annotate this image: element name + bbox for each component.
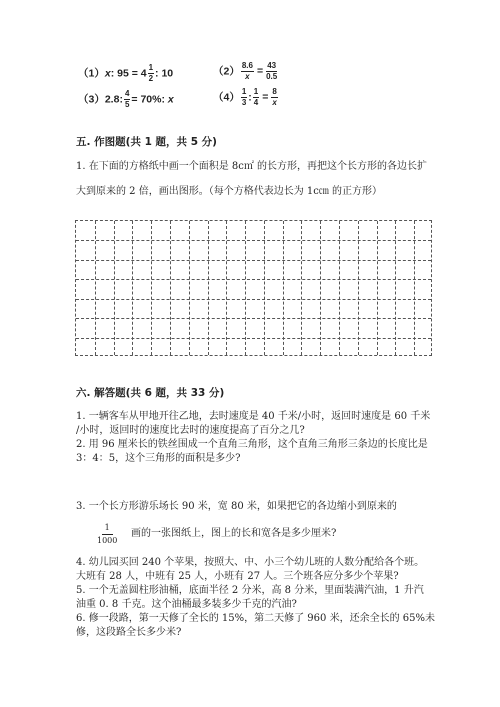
grid-line-horizontal <box>76 318 431 319</box>
equation-text: 2.8: <box>104 93 123 106</box>
grid-line-horizontal <box>76 299 431 300</box>
denominator: 5 <box>124 100 130 109</box>
question-4-line1: 4. 幼儿园买回 240 个苹果，按照大、中、小三个幼儿班的人数分配给各个班。 <box>76 557 425 568</box>
grid-line-horizontal <box>76 260 431 261</box>
equation-4 <box>213 88 279 107</box>
variable: x <box>167 93 174 106</box>
section-6-title: 六. 解答题(共 6 题，共 33 分) <box>76 387 225 399</box>
equation-label: （2） <box>213 65 240 78</box>
question-4-line2: 大班有 28 人，中班有 25 人，小班有 27 人。三个班各应分多少个苹果? <box>76 571 399 582</box>
numerator: 8 <box>272 87 277 96</box>
denominator: 1000 <box>97 536 118 545</box>
grid-line-horizontal <box>76 240 431 241</box>
equation-text: : 10 <box>155 67 174 80</box>
question-5-line2: 油重 0. 8 千克。这个油桶最多装多少千克的汽油? <box>76 599 297 610</box>
numerator: 1 <box>148 63 154 72</box>
section-5-title: 五. 作图题(共 1 题，共 5 分) <box>76 136 217 148</box>
grid-paper[interactable] <box>75 220 432 356</box>
equation-text: : 95 = 4 <box>110 67 147 80</box>
question-3-line1: 3. 一个长方形游乐场长 90 米，宽 80 米，如果把它的各边缩小到原来的 <box>76 501 397 512</box>
fraction <box>241 88 247 107</box>
equals-sign: = <box>256 65 264 78</box>
question-3-line2: 画的一张图纸上，图上的长和宽各是多少厘米? <box>131 528 337 539</box>
equation-label: （3） <box>78 93 105 106</box>
numerator: 1 <box>241 87 247 96</box>
denominator: 2 <box>148 74 154 83</box>
equation-1 <box>78 64 173 83</box>
question-6-line2: 修，这段路全长多少米? <box>76 627 182 638</box>
denominator: 3 <box>241 98 247 107</box>
question-6-line1: 6. 修一段路，第一天修了全长的 15%，第二天修了 960 米，还余全长的 65%未 <box>76 613 435 624</box>
denominator: x <box>272 98 277 107</box>
equation-label: （1） <box>78 67 105 80</box>
numerator: 1 <box>102 524 113 535</box>
numerator: 1 <box>253 87 259 96</box>
question-2-line1: 2. 用 96 厘米长的铁丝围成一个直角三角形，这个直角三角形三条边的长度比是 <box>76 439 428 450</box>
grid-line-horizontal <box>76 279 431 280</box>
fraction <box>148 64 154 83</box>
fraction <box>253 88 259 107</box>
question-2-line2: 3：4：5，这个三角形的面积是多少? <box>76 453 241 464</box>
numerator: 8.6 <box>241 61 253 70</box>
equation-3 <box>78 90 174 109</box>
numerator: 4 <box>124 89 130 98</box>
denominator: 4 <box>253 98 259 107</box>
denominator: x <box>245 72 250 81</box>
equals-sign: = <box>262 91 269 104</box>
fraction <box>97 524 117 545</box>
equation-label: （4） <box>213 91 240 104</box>
equation-2 <box>213 62 278 81</box>
fraction <box>124 90 130 109</box>
fraction <box>271 88 277 107</box>
numerator: 43 <box>267 61 277 70</box>
section-5-q1-line1: 1. 在下面的方格纸中画一个面积是 8c㎡ 的长方形，再把这个长方形的各边长扩 <box>76 161 428 172</box>
question-1-line2: /小时，返回时的速度比去时的速度提高了百分之几? <box>76 425 305 436</box>
section-5-q1-line2: 大到原来的 2 倍，画出图形。（每个方格代表边长为 1c㎝ 的正方形） <box>76 186 383 197</box>
grid-line-horizontal <box>76 338 431 339</box>
fraction <box>266 62 277 81</box>
denominator: 0.5 <box>266 72 278 81</box>
question-1-line1: 1. 一辆客车从甲地开往乙地，去时速度是 40 千米/小时，返回时速度是 60 千米 <box>76 411 431 422</box>
colon: : <box>248 91 252 104</box>
variable: x <box>104 67 111 80</box>
question-3-fraction <box>96 524 118 545</box>
equation-text: = 70%: <box>131 93 168 106</box>
fraction <box>241 62 254 81</box>
question-5-line1: 5. 一个无盖圆柱形油桶，底面半径 2 分米，高 8 分米，里面装满汽油，1 升汽 <box>76 585 424 596</box>
